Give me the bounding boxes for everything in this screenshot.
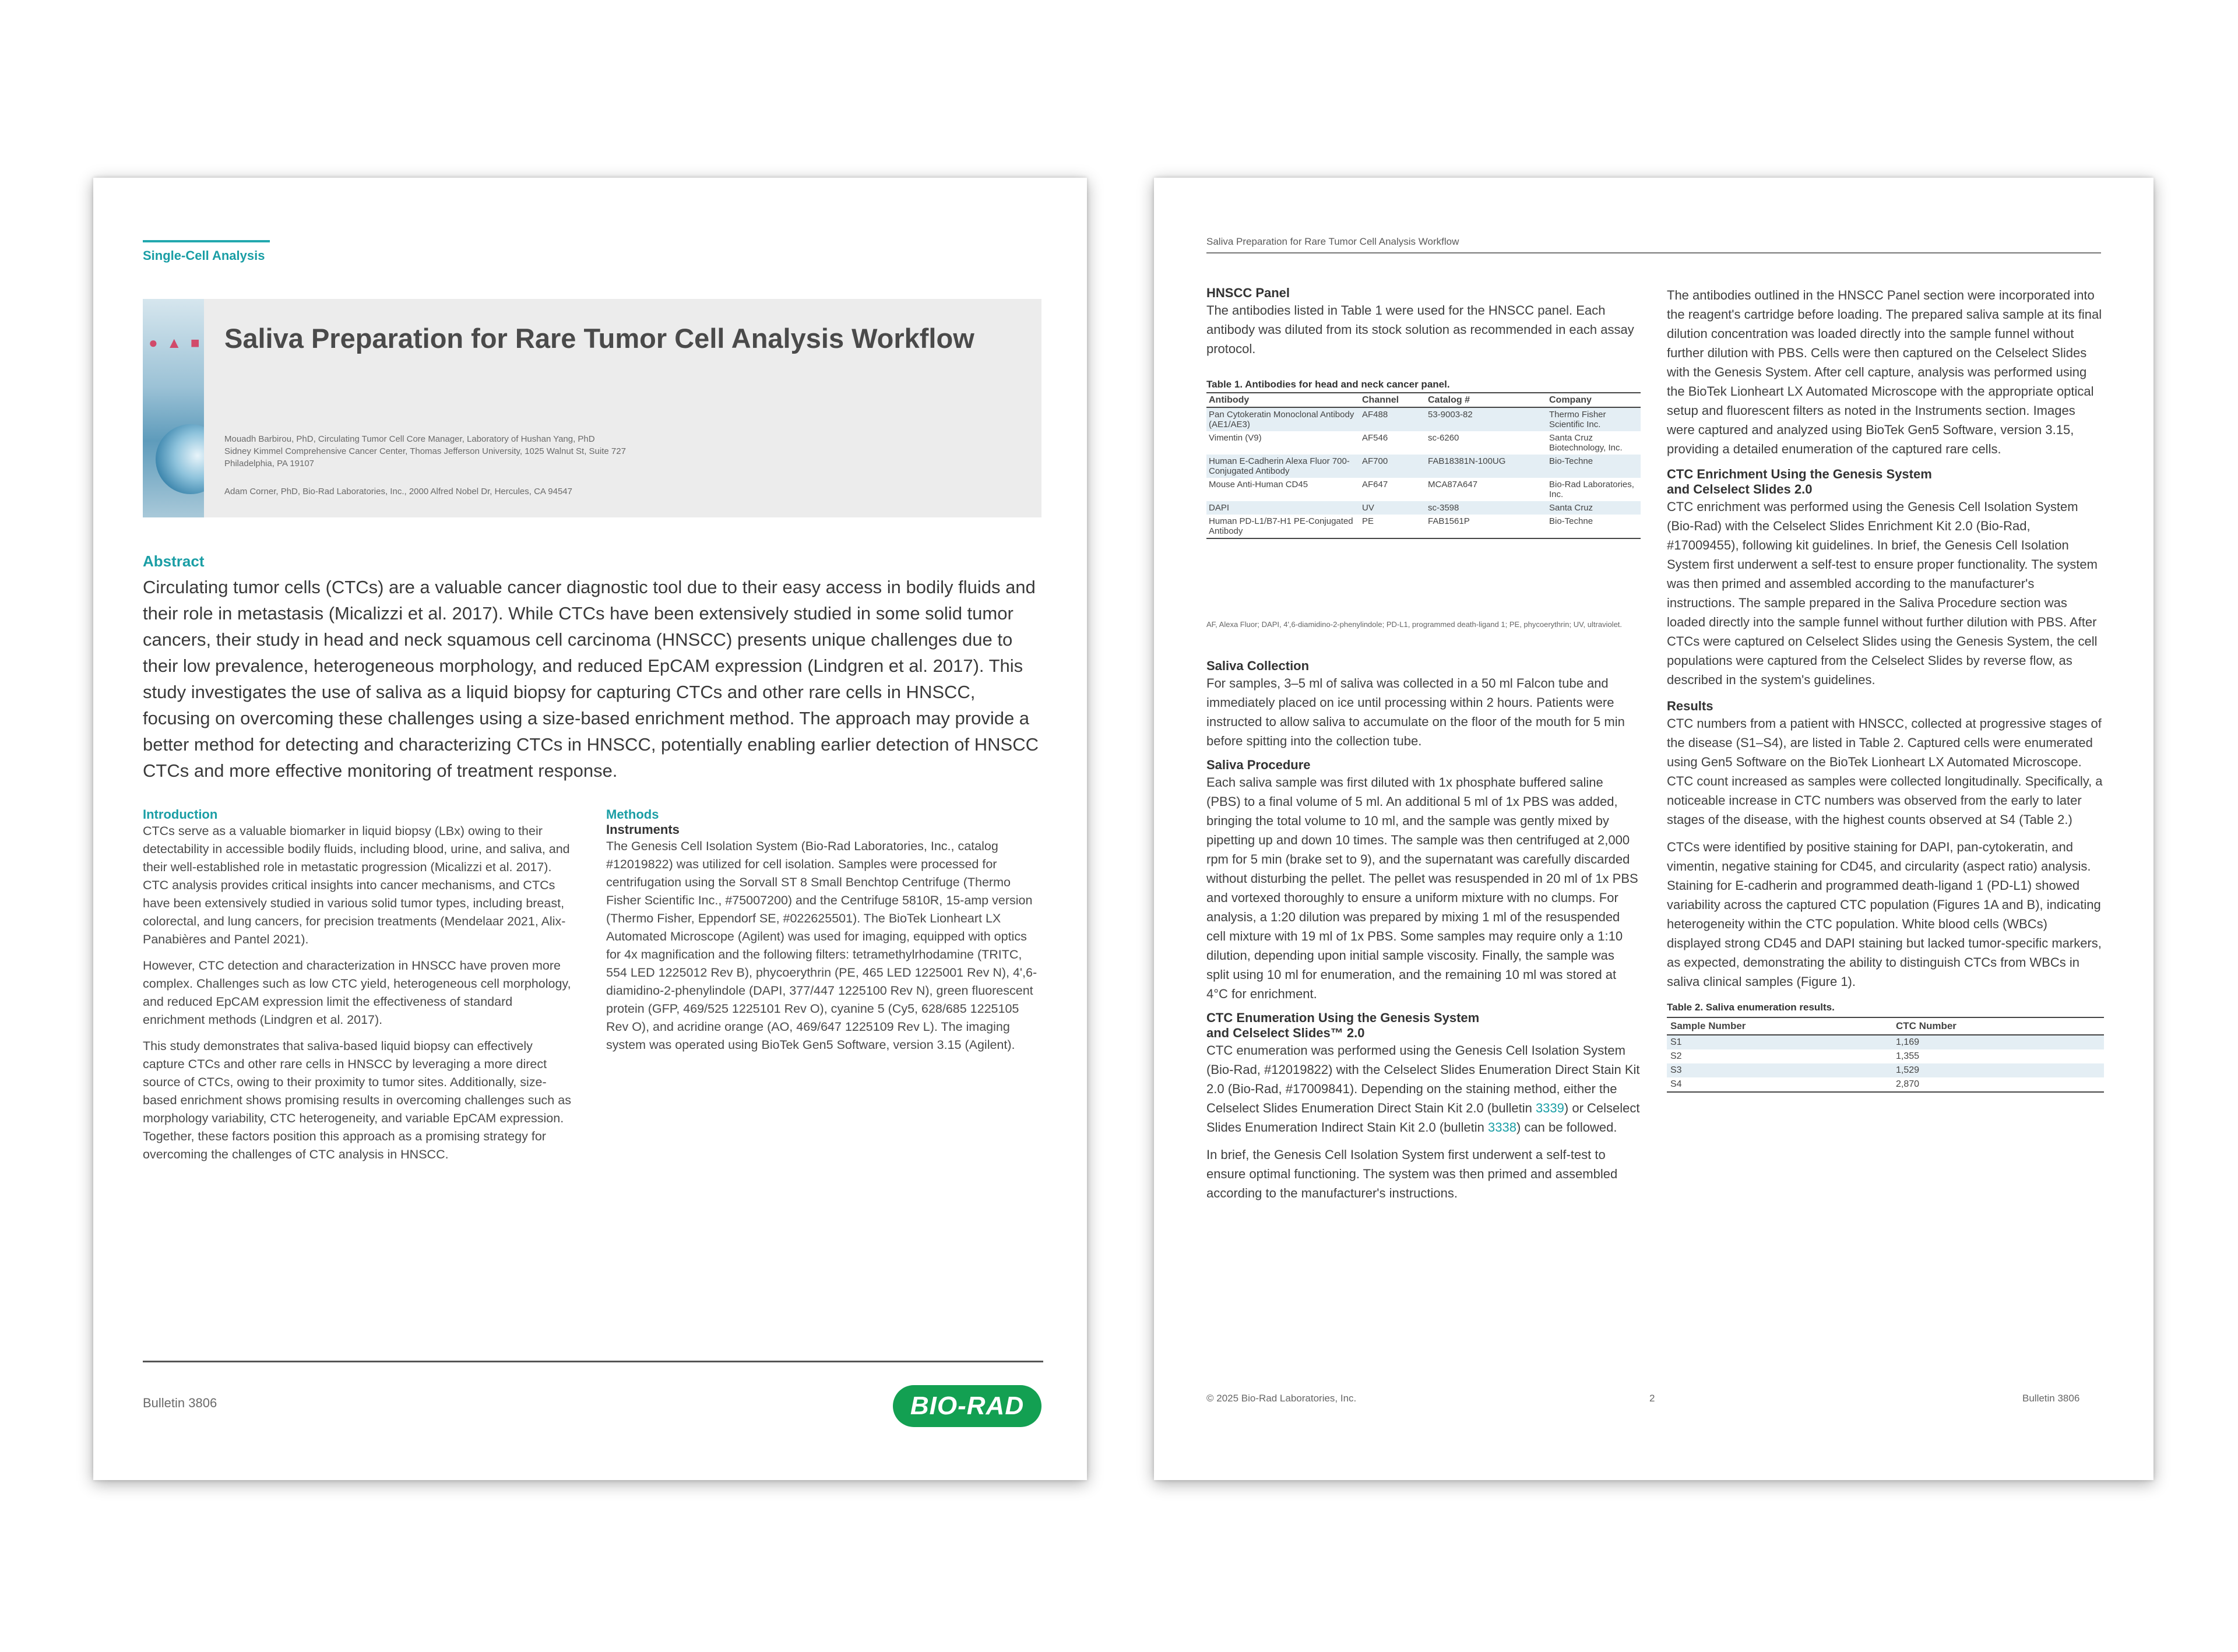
table-row [1667, 1063, 2104, 1077]
author-line: Mouadh Barbirou, PhD, Circulating Tumor Cell Core Manager, Laboratory of Hushan Yang, PhD [224, 434, 595, 444]
table-cell: Santa Cruz [1547, 501, 1641, 515]
text-run: ) can be followed. [1516, 1120, 1617, 1135]
paragraph: However, CTC detection and characterization in HNSCC have proven more complex. Challenges such as low CTC yield, heterogeneous cell morphology, and reduced EpCAM expression limit the effectiveness of standard enrichment methods (Lindgren et al. 2017). [143, 959, 571, 1027]
paragraph: Each saliva sample was first diluted with 1x phosphate buffered saline (PBS) to a final volume of 5 ml. An additional 5 ml of 1x PBS was added, bringing the total volume to 10 ml, and the sample was gently mixed by pipetting up and down 10 times. The sample was then centrifuged at 2,000 rpm for 5 min (brake set to 9), and the supernatant was carefully discarded without disturbing the pellet. The pellet was resuspended in 20 ml of 1x PBS and vortexed thoroughly to ensure a uniform mixture with no clumps. For analysis, a 1:20 dilution was prepared by mixing 1 ml of the resuspended cell mixture with 19 ml of 1x PBS. Some samples may require only a 1:10 dilution, depending upon initial sample viscosity. Finally, the sample was split using 10 ml for enumeration, and the remaining 10 ml was stored at 4°C for enrichment. [1206, 775, 1638, 1001]
page-title: Saliva Preparation for Rare Tumor Cell Analysis Workflow [224, 323, 974, 354]
table-cell: S2 [1670, 1051, 1682, 1061]
table-cell: Bio-Techne [1547, 455, 1641, 478]
paragraph: The antibodies outlined in the HNSCC Panel section were incorporated into the reagent's cartridge before loading. The prepared saliva sample at its final dilution concentration was loaded directly into the sample funnel without further dilution with PBS. Cells were then captured on the Celselect Slides with the Genesis System. After cell capture, analysis was performed using the BioTek Lionheart LX Automated Microscope with the appropriate optical setup and fluorescent filters as noted in the Instruments section. Images were captured and analyzed using BioTek Gen5 Software, version 3.15, providing a detailed enumeration of the captured rare cells. [1667, 288, 2102, 456]
hnscc-panel-heading: HNSCC Panel [1206, 286, 1290, 300]
paragraph: CTC enrichment was performed using the Genesis Cell Isolation System (Bio-Rad) with the Celselect Slides Enrichment Kit 2.0 (Bio-Rad, #17009455), following kit guidelines. In brief, the Genesis Cell Isolation System first underwent a self-test to ensure proper functionality. The system was then primed and assembled according to the manufacturer's instructions. The sample prepared in the Saliva Procedure section was loaded directly into the sample funnel without further dilution with PBS. After CTCs were captured on Celselect Slides using the Genesis System, the cell populations were captured from the Celselect Slides by reverse flow, as described in the system's guidelines. [1667, 499, 2098, 687]
footer-divider [143, 1361, 1043, 1362]
instruments-heading: Instruments [606, 822, 680, 837]
column-header: Antibody [1206, 393, 1360, 407]
table-cell: AF700 [1360, 455, 1426, 478]
table-cell: Bio-Rad Laboratories, Inc. [1549, 480, 1634, 499]
enumeration-table [1667, 1017, 2104, 1093]
methods-continued [1206, 658, 1641, 1203]
cover-image [143, 299, 204, 517]
introduction-heading: Introduction [143, 807, 218, 822]
saliva-collection-heading: Saliva Collection [1206, 658, 1310, 673]
bulletin-link-3338[interactable]: 3338 [1488, 1120, 1516, 1135]
table-row [1206, 501, 1641, 515]
paragraph [1206, 1041, 1641, 1137]
bulletin-link-3339[interactable]: 3339 [1535, 1101, 1564, 1115]
table-row [1206, 407, 1641, 431]
table-cell: Thermo Fisher Scientific Inc. [1547, 407, 1641, 431]
table-row [1667, 1035, 2104, 1049]
table-1-caption: Table 1. Antibodies for head and neck cancer panel. [1206, 379, 1450, 390]
author-line: Sidney Kimmel Comprehensive Cancer Center, Thomas Jefferson University, 1025 Walnut St, Suite 727 [224, 446, 626, 456]
hnscc-panel-section [1206, 286, 1641, 358]
paragraph: The antibodies listed in Table 1 were used for the HNSCC panel. Each antibody was diluted from its stock solution as recommended in each assay protocol. [1206, 303, 1634, 356]
table-cell: Pan Cytokeratin Monoclonal Antibody (AE1/AE3) [1206, 407, 1360, 431]
table-cell: AF647 [1362, 480, 1388, 489]
table-1-footnote: AF, Alexa Fluor; DAPI, 4',6-diamidino-2-phenylindole; PD-L1, programmed death-ligand 1; PE, phycoerythrin; UV, ultraviolet. [1206, 620, 1623, 629]
table-cell: 1,355 [1896, 1051, 1920, 1061]
abstract-text: Circulating tumor cells (CTCs) are a valuable cancer diagnostic tool due to their easy access in bodily fluids and their role in metastasis (Micalizzi et al. 2017). While CTCs have been extensively studied in some solid tumor cancers, their study in head and neck squamous cell carcinoma (HNSCC) presents unique challenges due to their low prevalence, heterogeneous morphology, and reduced EpCAM expression (Lindgren et al. 2017). This study investigates the use of saliva as a liquid biopsy for capturing CTCs and other rare cells in HNSCC, focusing on overcoming these challenges using a size-based enrichment method. The approach may provide a better method for detecting and characterizing CTCs in HNSCC, potentially enabling earlier detection of HNSCC CTCs and more effective monitoring of treatment response. [143, 577, 1039, 781]
cell-illustration-icon [156, 424, 204, 494]
paragraph: CTC numbers from a patient with HNSCC, collected at progressive stages of the disease (S1–S4), are listed in Table 2. Captured cells were enumerated using Gen5 Software on the BioTek Lionheart LX Automated Microscope. CTC count increased as samples were collected longitudinally. Specifically, a noticeable increase in CTC numbers was observed from the early to later stages of the disease, with the highest counts observed at S4 (Table 2.) [1667, 716, 2103, 827]
paragraph: The Genesis Cell Isolation System (Bio-Rad Laboratories, Inc., catalog #12019822) was utilized for cell isolation. Samples were processed for centrifugation using the Sorvall ST 8 Small Benchtop Centrifuge (Thermo Fisher Scientific Inc., #75007200) and the Centrifuge 5810R, 15-amp version (Thermo Fisher, Eppendorf SE, #022625501). The BioTek Lionheart LX Automated Microscope (Agilent) was used for imaging, equipped with optics for 4x magnification and the following filters: tetramethylrhodamine (TRITC, 554 LED 1225012 Rev B), phycoerythrin (PE, 465 LED 1225001 Rev N), 4',6-diamidino-2-phenylindole (DAPI, 377/447 1225100 Rev N), green fluorescent protein (GFP, 469/525 1225101 Rev O), cyanine 5 (Cy5, 628/685 1225105 Rev O), and acridine orange (AO, 469/647 1225109 Rev L). The imaging system was operated using BioTek Gen5 Software, version 3.15 (Agilent). [606, 839, 1037, 1052]
table-header-row [1667, 1017, 2104, 1035]
antibody-table [1206, 392, 1641, 539]
abstract-heading: Abstract [143, 552, 205, 570]
heading-line: CTC Enumeration Using the Genesis System [1206, 1010, 1480, 1025]
paragraph: CTCs were identified by positive staining for DAPI, pan-cytokeratin, and vimentin, negative staining for CD45, and circularity (aspect ratio) analysis. Staining for E-cadherin and programmed death-ligand 1 (PD-L1) showed variability across the captured CTC population (Figures 1A and B), indicating heterogeneity within the CTC population. White blood cells (WBCs) displayed strong CD45 and DAPI staining but lacked tumor-specific markers, as expected, demonstrating the ability to distinguish CTCs from WBCs in saliva clinical samples (Figure 1). [1667, 840, 2102, 989]
table-cell: S4 [1667, 1077, 1892, 1092]
methods-section [606, 807, 1040, 1054]
introduction-section [143, 807, 577, 1164]
table-cell: 1,529 [1892, 1063, 2104, 1077]
column-header: Channel [1360, 393, 1426, 407]
table-cell: MCA87A647 [1428, 480, 1478, 489]
cells-decoration-icon: ● ▲ ■ [149, 334, 202, 351]
table-2-caption: Table 2. Saliva enumeration results. [1667, 1002, 1835, 1013]
table-cell: FAB1561P [1426, 515, 1547, 538]
header-divider [1206, 252, 2101, 253]
heading-line: and Celselect Slides™ 2.0 [1206, 1026, 1365, 1040]
paragraph: In brief, the Genesis Cell Isolation System first underwent a self-test to ensure optimal functioning. The system was then primed and assembled according to the manufacturer's instructions. [1206, 1147, 1618, 1200]
authors-block [224, 433, 626, 470]
ctc-enrichment-heading [1667, 467, 2104, 497]
table-cell: 1,169 [1892, 1035, 2104, 1049]
table-cell: Santa Cruz Biotechnology, Inc. [1549, 433, 1623, 453]
document-page-2 [1154, 178, 2153, 1480]
column-header: CTC Number [1892, 1017, 2104, 1035]
table-cell: FAB18381N-100UG [1426, 455, 1547, 478]
paragraph: For samples, 3–5 ml of saliva was collected in a 50 ml Falcon tube and immediately placed on ice until processing within 2 hours. Patients were instructed to allow saliva to accumulate on the floor of the mouth for 5 min before spitting into the collection tube. [1206, 676, 1625, 748]
table-row [1206, 478, 1641, 501]
column-header: Sample Number [1667, 1017, 1892, 1035]
bio-rad-logo: BIO-RAD [893, 1385, 1041, 1427]
paragraph: CTCs serve as a valuable biomarker in liquid biopsy (LBx) owing to their detectability in accessible bodily fluids, including blood, urine, and saliva, and their well-established role in metastatic progression (Micalizzi et al. 2017). CTC analysis provides critical insights into cancer mechanisms, and CTCs have been extensively studied in various solid tumor types, including breast, colorectal, and lung cancers, for precision treatments (Mendelaar 2021, Alix-Panabières and Pantel 2021). [143, 824, 570, 946]
table-cell: PE [1360, 515, 1426, 538]
paragraph: This study demonstrates that saliva-based liquid biopsy can effectively capture CTCs and other rare cells in HNSCC by leveraging a more direct source of CTCs, owing to their proximity to tumor sites. Additionally, size-based enrichment shows promising results in overcoming challenges such as morphology variability, CTC heterogeneity, and variable EpCAM expression. Together, these factors position this approach as a promising strategy for overcoming the challenges of CTC analysis in HNSCC. [143, 1039, 571, 1161]
page-number: 2 [1649, 1393, 1655, 1404]
table-row [1206, 515, 1641, 538]
table-cell: Human E-Cadherin Alexa Fluor 700-Conjugated Antibody [1206, 455, 1360, 478]
author-line: Philadelphia, PA 19107 [224, 459, 315, 469]
table-header-row [1206, 393, 1641, 407]
bulletin-number: Bulletin 3806 [143, 1396, 217, 1410]
heading-line: and Celselect Slides 2.0 [1667, 482, 1813, 496]
table-row [1206, 431, 1641, 455]
running-header: Saliva Preparation for Rare Tumor Cell Analysis Workflow [1206, 236, 1459, 247]
text-run: ) or Celselect Slides Enumeration Indirect Stain Kit 2.0 (bulletin [1206, 1101, 1640, 1135]
document-page-1 [93, 178, 1087, 1480]
table-cell: AF546 [1362, 433, 1388, 443]
ctc-enumeration-heading [1206, 1010, 1641, 1041]
table-cell: sc-3598 [1426, 501, 1547, 515]
table-cell: 2,870 [1892, 1077, 2104, 1092]
table-cell: AF488 [1360, 407, 1426, 431]
copyright-footer: © 2025 Bio-Rad Laboratories, Inc. [1206, 1393, 1357, 1404]
table-row [1667, 1049, 2104, 1063]
right-column [1667, 286, 2104, 1093]
table-cell: sc-6260 [1428, 433, 1459, 443]
saliva-procedure-heading: Saliva Procedure [1206, 758, 1311, 772]
table-cell: 53-9003-82 [1426, 407, 1547, 431]
methods-heading: Methods [606, 807, 659, 822]
table-cell: Mouse Anti-Human CD45 [1209, 480, 1308, 489]
text-run: CTC enumeration was performed using the Genesis Cell Isolation System (Bio-Rad, #12019822) with the Celselect Slides Enumeration Direct Stain Kit 2.0 (Bio-Rad, #17009841). Depending on the staining method, either the Celselect Slides Enumeration Direct Stain Kit 2.0 (bulletin [1206, 1043, 1640, 1115]
table-cell: DAPI [1206, 501, 1360, 515]
table-cell: UV [1360, 501, 1426, 515]
column-header: Catalog # [1426, 393, 1547, 407]
table-cell: Human PD-L1/B7-H1 PE-Conjugated Antibody [1206, 515, 1360, 538]
column-header: Company [1547, 393, 1641, 407]
table-row [1667, 1077, 2104, 1092]
results-heading: Results [1667, 699, 1713, 713]
category-label: Single-Cell Analysis [143, 240, 270, 263]
bulletin-number: Bulletin 3806 [2022, 1393, 2080, 1404]
table-cell: S3 [1667, 1063, 1892, 1077]
table-row [1206, 455, 1641, 478]
table-cell: S1 [1667, 1035, 1892, 1049]
title-banner [143, 299, 1041, 517]
table-cell: Vimentin (V9) [1209, 433, 1262, 443]
table-cell: Bio-Techne [1547, 515, 1641, 538]
author-line: Adam Corner, PhD, Bio-Rad Laboratories, Inc., 2000 Alfred Nobel Dr, Hercules, CA 94547 [224, 487, 572, 496]
heading-line: CTC Enrichment Using the Genesis System [1667, 467, 1932, 481]
